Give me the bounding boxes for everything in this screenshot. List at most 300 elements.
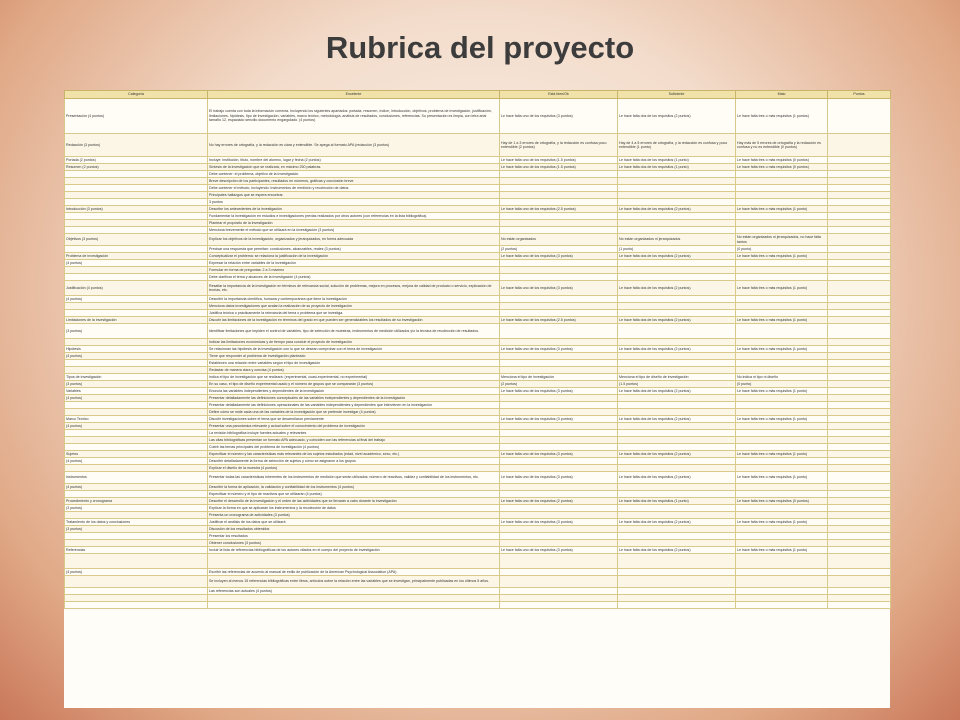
cell-sufficient (618, 484, 736, 491)
cell-bad: Le hace falta tres o más requisitos (1 punto) (736, 519, 828, 526)
cell-bad (736, 367, 828, 374)
cell-excellent: Justificar el análisis de los datos que se utilizará (208, 519, 500, 526)
header-category: Categoría (65, 91, 208, 99)
cell-category (65, 367, 208, 374)
table-row (65, 595, 891, 602)
cell-ok (500, 310, 618, 317)
cell-ok (500, 526, 618, 533)
table-row (65, 547, 891, 554)
cell-category: Limitaciones de la investigación (65, 317, 208, 324)
cell-points (828, 281, 891, 296)
table-header-row (65, 91, 891, 99)
cell-bad (736, 402, 828, 409)
cell-excellent: Breve descripción de los participantes, resultados en números, gráficas y conclusión breve. (208, 178, 500, 185)
cell-excellent: Presentar detalladamente las definiciones conceptuales de las variables independientes y dependientes de la investigación (208, 395, 500, 402)
cell-ok: Le hace falta uno de los requisitos (3 puntos) (500, 472, 618, 484)
cell-bad (736, 409, 828, 416)
cell-excellent: Indica el tipo de investigación que se realizará: (experimental, cuasi-experimental, no experimental) (208, 374, 500, 381)
cell-ok (500, 213, 618, 220)
cell-ok: Menciona el tipo de investigación (500, 374, 618, 381)
cell-sufficient (618, 540, 736, 547)
rubric-table (64, 90, 891, 609)
cell-ok (500, 171, 618, 178)
cell-category: Redacción (3 puntos) (65, 134, 208, 157)
table-row (65, 199, 891, 206)
table-row (65, 206, 891, 213)
cell-excellent: Especificar el número y el tipo de reactivos que se utilizarán (4 puntos) (208, 491, 500, 498)
cell-points (828, 234, 891, 246)
cell-ok (500, 395, 618, 402)
cell-category: Justificación (4 puntos) (65, 281, 208, 296)
cell-category (65, 491, 208, 498)
cell-category: (4 puntos) (65, 484, 208, 491)
cell-category: Problema de investigación (65, 253, 208, 260)
cell-points (828, 576, 891, 588)
cell-excellent: Conceptualizar el problema: se relaciona la justificación de la investigación (208, 253, 500, 260)
cell-category (65, 409, 208, 416)
cell-excellent: 3 puntos (208, 199, 500, 206)
cell-points (828, 171, 891, 178)
cell-points (828, 253, 891, 260)
cell-bad (736, 213, 828, 220)
cell-points (828, 554, 891, 569)
cell-points (828, 260, 891, 267)
table-row (65, 491, 891, 498)
cell-category (65, 192, 208, 199)
table-row (65, 260, 891, 267)
cell-ok: (2 puntos) (500, 381, 618, 388)
cell-bad (736, 324, 828, 339)
cell-sufficient: Le hace falta dos de los requisitos (2 puntos) (618, 346, 736, 353)
cell-ok (500, 576, 618, 588)
cell-ok: Le hace falta uno de los requisitos (3 puntos) (500, 451, 618, 458)
cell-category: Resumen (2 puntos) (65, 164, 208, 171)
cell-sufficient: Le hace falta dos de los requisitos (2 puntos) (618, 451, 736, 458)
table-row (65, 444, 891, 451)
table-row (65, 402, 891, 409)
cell-category: (4 puntos) (65, 569, 208, 576)
cell-bad: Hay más de 5 errores de ortografía y la redacción es confusa y no es entendible (0 puntos) (736, 134, 828, 157)
table-row (65, 346, 891, 353)
cell-ok: Le hace falta uno de los requisitos (3 puntos) (500, 99, 618, 134)
cell-bad (736, 178, 828, 185)
cell-category: Tratamiento de los datos y conclusiones (65, 519, 208, 526)
cell-sufficient: Le hace falta dos de los requisitos (2 puntos) (618, 472, 736, 484)
cell-excellent: Redactar de manera clara y concisa (4 puntos) (208, 367, 500, 374)
cell-sufficient (618, 526, 736, 533)
cell-excellent: En su caso, el tipo de diseño experimental usado y el número de grupos que se compararán (3 puntos) (208, 381, 500, 388)
cell-sufficient (618, 395, 736, 402)
cell-ok: Le hace falta uno de los requisitos (3 puntos) (500, 281, 618, 296)
cell-points (828, 185, 891, 192)
cell-category: (3 puntos) (65, 505, 208, 512)
cell-points (828, 451, 891, 458)
cell-sufficient (618, 185, 736, 192)
cell-category (65, 267, 208, 274)
table-row (65, 588, 891, 595)
cell-bad: No están organizados ni jerarquizados, no hace falta tantos (736, 234, 828, 246)
cell-bad (736, 353, 828, 360)
cell-sufficient (618, 274, 736, 281)
cell-excellent: Presentar detalladamente las definiciones operacionales de las variables independientes y dependientes que intervienen en la investigación (208, 402, 500, 409)
cell-bad: (0 punto) (736, 246, 828, 253)
cell-bad (736, 602, 828, 609)
cell-category: (4 puntos) (65, 353, 208, 360)
cell-sufficient: Le hace falta dos de los requisitos (2 puntos) (618, 416, 736, 423)
cell-ok: Le hace falta uno de los requisitos (3 puntos) (500, 519, 618, 526)
cell-sufficient: Le hace falta dos de los requisitos (2 puntos) (618, 99, 736, 134)
cell-bad (736, 260, 828, 267)
cell-points (828, 533, 891, 540)
cell-sufficient (618, 512, 736, 519)
cell-sufficient (618, 576, 736, 588)
cell-ok (500, 267, 618, 274)
table-row (65, 416, 891, 423)
cell-excellent: Describe el desarrollo de la investigación y el orden de las actividades que se llevarán a cabo durante la investigación (208, 498, 500, 505)
cell-sufficient: Le hace falta dos de los requisitos (1 punto) (618, 498, 736, 505)
cell-category (65, 178, 208, 185)
cell-ok (500, 192, 618, 199)
cell-bad: Le hace falta tres o más requisitos (1 punto) (736, 281, 828, 296)
cell-sufficient (618, 554, 736, 569)
cell-ok (500, 569, 618, 576)
cell-points (828, 512, 891, 519)
cell-category (65, 588, 208, 595)
cell-points (828, 381, 891, 388)
cell-bad: Le hace falta tres o más requisitos (1 puntos) (736, 99, 828, 134)
cell-ok (500, 505, 618, 512)
table-row (65, 374, 891, 381)
header-ok: Está bien/Ok (500, 91, 618, 99)
cell-excellent: Expresar la relación entre variables de la investigación (208, 260, 500, 267)
cell-points (828, 317, 891, 324)
table-row (65, 234, 891, 246)
cell-excellent: Escribir las referencias de acuerdo al manual de estilo de publicación de la American Psychological Association (APA) (208, 569, 500, 576)
cell-bad (736, 199, 828, 206)
table-row (65, 267, 891, 274)
cell-category (65, 595, 208, 602)
cell-ok: Le hace falta uno de los requisitos (2 puntos) (500, 498, 618, 505)
table-row (65, 324, 891, 339)
cell-category: (3 puntos) (65, 526, 208, 533)
cell-sufficient: No están organizados ni jerarquizados (618, 234, 736, 246)
cell-bad (736, 505, 828, 512)
table-row (65, 220, 891, 227)
cell-excellent: Fundamentar la investigación en estudios e investigaciones previas realizados por otros autores (con referencias en la lista bibliográfica). (208, 213, 500, 220)
cell-points (828, 595, 891, 602)
cell-excellent: Obtener conclusiones (3 puntos) (208, 540, 500, 547)
cell-ok: Le hace falta uno de los requisitos (3 puntos) (500, 416, 618, 423)
cell-excellent: Establecen una relación entre variables según el tipo de investigación (208, 360, 500, 367)
cell-sufficient (618, 339, 736, 346)
cell-points (828, 353, 891, 360)
cell-bad (736, 465, 828, 472)
cell-category: (3 puntos) (65, 381, 208, 388)
cell-category (65, 444, 208, 451)
table-row (65, 303, 891, 310)
cell-sufficient: Le hace falta dos de los requisitos (1 punto) (618, 164, 736, 171)
cell-category (65, 274, 208, 281)
cell-points (828, 430, 891, 437)
cell-sufficient (618, 423, 736, 430)
table-row (65, 602, 891, 609)
cell-bad: Le hace falta tres o más requisitos (0 puntos) (736, 157, 828, 164)
cell-category: Variables (65, 388, 208, 395)
cell-ok: Le hace falta uno de los requisitos (3 puntos) (500, 253, 618, 260)
table-row (65, 310, 891, 317)
cell-points (828, 569, 891, 576)
cell-ok: Le hace falta uno de los requisitos (3 puntos) (500, 388, 618, 395)
table-row (65, 227, 891, 234)
cell-points (828, 602, 891, 609)
table-row (65, 274, 891, 281)
cell-excellent: Tiene que responder al problema de investigación planteado (208, 353, 500, 360)
cell-category (65, 220, 208, 227)
cell-points (828, 164, 891, 171)
cell-points (828, 274, 891, 281)
cell-sufficient: (1 punto) (618, 246, 736, 253)
cell-excellent: Especificar el número y las características más relevantes de los sujetos estudiados (edad, nivel académico, sexo, etc.) (208, 451, 500, 458)
cell-excellent: Menciona datos investigaciones que avalan la realización de su proyecto de investigación (208, 303, 500, 310)
table-row (65, 296, 891, 303)
cell-bad: (0 punto) (736, 381, 828, 388)
cell-sufficient (618, 588, 736, 595)
cell-excellent (208, 602, 500, 609)
table-row (65, 505, 891, 512)
cell-bad: Le hace falta tres o más requisitos (1 punto) (736, 472, 828, 484)
cell-ok (500, 227, 618, 234)
cell-excellent: Debe contener: el problema, objetivo de la investigación. (208, 171, 500, 178)
cell-ok (500, 409, 618, 416)
cell-points (828, 388, 891, 395)
cell-points (828, 199, 891, 206)
table-row (65, 360, 891, 367)
table-row (65, 472, 891, 484)
cell-points (828, 484, 891, 491)
table-row (65, 367, 891, 374)
cell-bad (736, 227, 828, 234)
rubric-table-container (64, 90, 890, 708)
table-row (65, 353, 891, 360)
cell-ok (500, 360, 618, 367)
table-row (65, 99, 891, 134)
table-row (65, 533, 891, 540)
cell-sufficient (618, 569, 736, 576)
cell-points (828, 423, 891, 430)
table-row (65, 134, 891, 157)
cell-bad (736, 423, 828, 430)
cell-points (828, 444, 891, 451)
cell-sufficient (618, 491, 736, 498)
cell-sufficient (618, 303, 736, 310)
cell-points (828, 178, 891, 185)
cell-points (828, 367, 891, 374)
cell-bad (736, 437, 828, 444)
cell-excellent: Discutir las limitaciones de la investigación en términos del grado en que pueden ser generalizables los resultados de su investigación (208, 317, 500, 324)
cell-category: Presentación (4 puntos) (65, 99, 208, 134)
table-row (65, 395, 891, 402)
cell-ok (500, 588, 618, 595)
cell-ok (500, 402, 618, 409)
table-row (65, 512, 891, 519)
cell-ok: Le hace falta uno de los requisitos (3 puntos) (500, 346, 618, 353)
cell-ok (500, 430, 618, 437)
cell-ok (500, 444, 618, 451)
cell-excellent: Enuncia las variables independientes y dependientes de la investigación (208, 388, 500, 395)
cell-category (65, 533, 208, 540)
cell-points (828, 346, 891, 353)
cell-sufficient (618, 360, 736, 367)
cell-sufficient (618, 465, 736, 472)
cell-excellent: Describir la forma de aplicación, la validación y confiabilidad de los instrumentos (4 puntos) (208, 484, 500, 491)
cell-excellent: No hay errores de ortografía, y la redacción es clara y entendible. Se apega al formato APA (redacción (3 puntos) (208, 134, 500, 157)
cell-category: (4 puntos) (65, 458, 208, 465)
cell-sufficient (618, 220, 736, 227)
cell-sufficient (618, 402, 736, 409)
cell-ok (500, 199, 618, 206)
cell-sufficient (618, 178, 736, 185)
cell-points (828, 303, 891, 310)
cell-sufficient: Le hace falta dos de los requisitos (2 puntos) (618, 547, 736, 554)
table-row (65, 171, 891, 178)
cell-category (65, 465, 208, 472)
cell-ok (500, 353, 618, 360)
cell-ok (500, 491, 618, 498)
cell-category (65, 602, 208, 609)
cell-category (65, 554, 208, 569)
cell-points (828, 458, 891, 465)
cell-bad (736, 576, 828, 588)
cell-bad (736, 540, 828, 547)
cell-bad: Le hace falta tres o más requisitos (1 punto) (736, 451, 828, 458)
cell-excellent: Discusión de los resultados obtenidos (208, 526, 500, 533)
cell-ok: Le hace falta uno de los requisitos (2.5 puntos) (500, 317, 618, 324)
cell-sufficient: Menciona el tipo de diseño de investigación (618, 374, 736, 381)
cell-bad: Le hace falta tres o más requisitos (1 punto) (736, 346, 828, 353)
cell-excellent: Indicar las limitaciones económicas y de tiempo para concluir el proyecto de investigación (208, 339, 500, 346)
cell-excellent: Cubrir las temas principales del problema de investigación (4 puntos) (208, 444, 500, 451)
table-row (65, 192, 891, 199)
cell-sufficient (618, 324, 736, 339)
cell-ok: Le hace falta uno de los requisitos (1.5 puntos) (500, 157, 618, 164)
cell-excellent: Resaltar la importancia de la investigación en términos de relevancia social, solución de problemas, mejora en procesos, mejora de calidad de producto o servicio, explicación de teorías, etc. (208, 281, 500, 296)
rubric-body (65, 99, 891, 609)
table-row (65, 178, 891, 185)
cell-bad (736, 185, 828, 192)
cell-sufficient: Le hace falta dos de los requisitos (2 puntos) (618, 388, 736, 395)
cell-excellent: Define cómo se mide cada una de las variables de la investigación que se pretende investigar (4 puntos) (208, 409, 500, 416)
cell-ok: Hay de 1 a 3 errores de ortografía, y la redacción es confusa poco entendible (2 puntos) (500, 134, 618, 157)
cell-points (828, 402, 891, 409)
cell-points (828, 296, 891, 303)
header-sufficient: Suficiente (618, 91, 736, 99)
cell-bad (736, 296, 828, 303)
cell-sufficient (618, 444, 736, 451)
cell-points (828, 374, 891, 381)
cell-points (828, 157, 891, 164)
cell-excellent: Incluye: institución, título, nombre del alumno, lugar y fecha (2 puntos) (208, 157, 500, 164)
cell-points (828, 540, 891, 547)
cell-excellent: Presenta un cronograma de actividades (3 puntos) (208, 512, 500, 519)
cell-ok (500, 303, 618, 310)
cell-ok (500, 533, 618, 540)
header-points: Puntos (828, 91, 891, 99)
cell-bad (736, 484, 828, 491)
cell-bad (736, 220, 828, 227)
cell-ok: No están organizados (500, 234, 618, 246)
table-row (65, 451, 891, 458)
cell-points (828, 416, 891, 423)
cell-excellent: Presentar una panorámica relevante y actual sobre el conocimiento del problema de investigación (208, 423, 500, 430)
cell-points (828, 220, 891, 227)
cell-bad (736, 491, 828, 498)
table-row (65, 281, 891, 296)
cell-ok (500, 274, 618, 281)
table-row (65, 409, 891, 416)
cell-points (828, 395, 891, 402)
cell-ok (500, 602, 618, 609)
cell-ok (500, 324, 618, 339)
cell-bad (736, 274, 828, 281)
cell-sufficient: Le hace falta dos de los requisitos (2 puntos) (618, 281, 736, 296)
cell-bad (736, 588, 828, 595)
cell-bad (736, 512, 828, 519)
cell-bad (736, 395, 828, 402)
cell-excellent: Debe clarificar el tema y alcances de la investigación (4 puntos) (208, 274, 500, 281)
cell-excellent: Las referencias son actuales (4 puntos) (208, 588, 500, 595)
table-row (65, 381, 891, 388)
cell-sufficient (618, 353, 736, 360)
cell-ok (500, 540, 618, 547)
cell-ok: Le hace falta uno de los requisitos (2.5 puntos) (500, 206, 618, 213)
cell-bad (736, 171, 828, 178)
cell-category (65, 512, 208, 519)
cell-excellent: Principales hallazgos que se espera encontrar. (208, 192, 500, 199)
table-row (65, 437, 891, 444)
cell-category (65, 246, 208, 253)
table-row (65, 423, 891, 430)
cell-points (828, 526, 891, 533)
cell-excellent: Se incluyen al menos 15 referencias bibliográficas entre libros, artículos sobre la relación entre las variables que se investigan, principalmente publicadas en los últimos 5 años. (208, 576, 500, 588)
cell-category: Introducción (3 puntos) (65, 206, 208, 213)
cell-excellent: Formular en forma de preguntas: 2 a 3 máximo (208, 267, 500, 274)
cell-bad (736, 339, 828, 346)
cell-category (65, 185, 208, 192)
cell-excellent: Describir detalladamente la forma de selección de sujetos y cómo se asignaron a los grupos (208, 458, 500, 465)
cell-points (828, 227, 891, 234)
cell-ok (500, 423, 618, 430)
cell-category: Portada (2 puntos) (65, 157, 208, 164)
cell-bad (736, 533, 828, 540)
cell-points (828, 472, 891, 484)
cell-points (828, 99, 891, 134)
cell-bad (736, 595, 828, 602)
table-row (65, 554, 891, 569)
table-row (65, 430, 891, 437)
cell-bad (736, 303, 828, 310)
cell-category: (4 puntos) (65, 296, 208, 303)
cell-points (828, 134, 891, 157)
cell-category (65, 430, 208, 437)
cell-category: (3 puntos) (65, 324, 208, 339)
cell-excellent: Explicar los objetivos de la investigación, organizados y jerarquizados, en forma adecuada (208, 234, 500, 246)
cell-category: Objetivos (3 puntos) (65, 234, 208, 246)
cell-points (828, 324, 891, 339)
table-row (65, 519, 891, 526)
cell-category: Tipos de investigación (65, 374, 208, 381)
cell-sufficient: Le hace falta dos de los requisitos (1 punto) (618, 157, 736, 164)
cell-bad (736, 554, 828, 569)
